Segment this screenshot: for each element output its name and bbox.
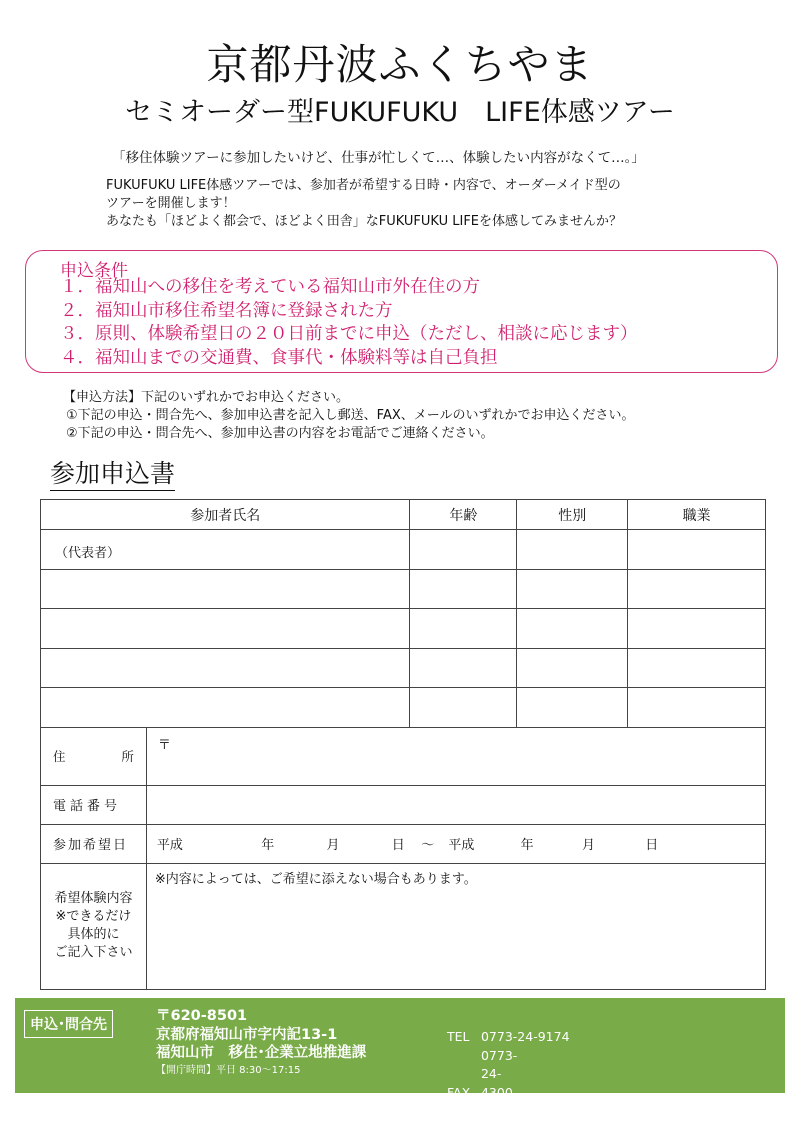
date-label: 参加希望日	[41, 824, 147, 863]
participant-row	[41, 530, 766, 570]
form-heading: 参加申込書	[50, 459, 175, 491]
method-title: 【申込方法】下記のいずれかでお申込ください。	[63, 390, 350, 405]
date-row	[41, 824, 766, 863]
wish-label-line: ※できるだけ	[55, 909, 132, 924]
condition-item: １．福知山への移住を考えている福知山市外在住の方	[60, 277, 480, 297]
contact-postal: 〒620-8501	[156, 1008, 248, 1024]
tel-label: TEL	[447, 1029, 470, 1044]
wish-row	[41, 863, 766, 989]
form-header-row	[41, 500, 766, 530]
address-field[interactable]	[146, 727, 765, 785]
participant-name-field[interactable]	[41, 530, 410, 570]
method-item: ①下記の申込・問合先へ、参加申込書を記入し郵送、FAX、メールのいずれかでお申込ください。	[66, 408, 635, 423]
postal-mark: 〒	[157, 737, 171, 753]
date-day-from: 日	[391, 838, 405, 853]
date-year-from: 年	[261, 838, 275, 853]
date-era-to: 平成	[448, 838, 475, 853]
mail-link[interactable]: welcome.iju.kigyo@city.fukuchiyama.lg.jp	[480, 1103, 742, 1118]
tel-link[interactable]: 0773-24-9174	[480, 1029, 570, 1044]
participant-row	[41, 569, 766, 609]
address-label	[41, 727, 147, 785]
condition-item: ４．福知山までの交通費、食事代・体験料等は自己負担	[60, 347, 498, 368]
participant-gender-field[interactable]	[517, 569, 628, 609]
participant-occupation-field[interactable]	[628, 609, 766, 649]
intro-quote: 「移住体験ツアーに参加したいけど、仕事が忙しくて…、体験したい内容がなくて…。」	[112, 150, 645, 166]
wish-label-line: 具体的に	[67, 927, 120, 942]
fax-number: 0773-24-4300	[480, 1047, 518, 1100]
phone-label: 電話番号	[41, 785, 147, 824]
date-field[interactable]	[146, 824, 765, 863]
fax-label: FAX	[447, 1084, 471, 1100]
contact-office: 福知山市 移住･企業立地推進課	[156, 1045, 367, 1061]
contact-address: 京都府福知山市字内記13-1	[156, 1026, 338, 1043]
wish-label-line: ご記入下さい	[54, 945, 133, 960]
participant-name-field[interactable]	[41, 688, 410, 728]
participant-gender-field[interactable]	[517, 648, 628, 688]
intro-text	[106, 177, 622, 231]
conditions-list	[60, 276, 638, 370]
date-range-tilde: ～	[421, 838, 435, 853]
participant-name-field[interactable]	[41, 609, 410, 649]
wish-label-line: 希望体験内容	[54, 891, 133, 906]
wish-field[interactable]	[146, 863, 765, 989]
date-year-to: 年	[520, 838, 534, 853]
phone-row	[41, 785, 766, 824]
address-label-b: 所	[121, 749, 134, 764]
application-method	[63, 389, 634, 443]
participant-row	[41, 648, 766, 688]
wish-note: ※内容によっては、ご希望に添えない場合もあります。	[154, 871, 477, 887]
participant-age-field[interactable]	[410, 609, 517, 649]
conditions-title: 申込条件	[60, 261, 128, 281]
intro-line-2: ツアーを開催します！	[106, 196, 236, 211]
address-row	[41, 727, 766, 785]
contact-mail	[447, 1102, 742, 1121]
method-item: ②下記の申込・問合先へ、参加申込書の内容をお電話でご連絡ください。	[66, 426, 494, 441]
contact-footer	[15, 998, 785, 1118]
mail-label: Mail	[447, 1103, 473, 1118]
column-header-occupation: 職業	[628, 500, 766, 530]
contact-tel	[447, 1028, 742, 1047]
address-label-a: 住	[53, 749, 66, 764]
column-header-age: 年齢	[410, 500, 517, 530]
application-form-table	[40, 499, 766, 990]
contact-badge: 申込･問合先	[24, 1010, 113, 1038]
method-list	[63, 407, 634, 443]
contact-address-block	[156, 1007, 366, 1079]
participant-gender-field[interactable]	[517, 530, 628, 570]
condition-item: ３．原則、体験希望日の２０日前までに申込（ただし、相談に応じます）	[60, 324, 638, 344]
date-month-to: 月	[581, 838, 595, 853]
participant-occupation-field[interactable]	[628, 530, 766, 570]
contact-numbers-block	[447, 1028, 742, 1121]
column-header-name: 参加者氏名	[41, 500, 410, 530]
condition-item: ２．福知山市移住希望名簿に登録された方	[60, 300, 393, 321]
intro-line-1: FUKUFUKU LIFE体感ツアーでは、参加者が希望する日時・内容で、オーダーメイド型の	[106, 178, 621, 193]
participant-age-field[interactable]	[410, 530, 517, 570]
column-header-gender: 性別	[517, 500, 628, 530]
contact-fax	[447, 1047, 742, 1103]
participant-occupation-field[interactable]	[628, 569, 766, 609]
participant-row	[41, 609, 766, 649]
participant-row	[41, 688, 766, 728]
representative-label: （代表者）	[55, 546, 121, 561]
date-era-from: 平成	[156, 838, 183, 853]
phone-field[interactable]	[146, 785, 765, 824]
wish-label	[41, 863, 147, 989]
participant-name-field[interactable]	[41, 569, 410, 609]
participant-age-field[interactable]	[410, 648, 517, 688]
participant-gender-field[interactable]	[517, 609, 628, 649]
participant-age-field[interactable]	[410, 688, 517, 728]
participant-occupation-field[interactable]	[628, 688, 766, 728]
participant-age-field[interactable]	[410, 569, 517, 609]
participant-occupation-field[interactable]	[628, 648, 766, 688]
participant-name-field[interactable]	[41, 648, 410, 688]
intro-line-3: あなたも「ほどよく都会で、ほどよく田舎」なFUKUFUKU LIFEを体感してみませんか？	[106, 214, 623, 229]
date-day-to: 日	[645, 838, 659, 853]
contact-hours: 【開庁時間】平日 8:30～17:15	[156, 1064, 301, 1076]
date-month-from: 月	[326, 838, 340, 853]
page-subtitle: セミオーダー型FUKUFUKU LIFE体感ツアー	[125, 97, 675, 128]
page-title: 京都丹波ふくちやま	[206, 40, 594, 89]
participant-gender-field[interactable]	[517, 688, 628, 728]
